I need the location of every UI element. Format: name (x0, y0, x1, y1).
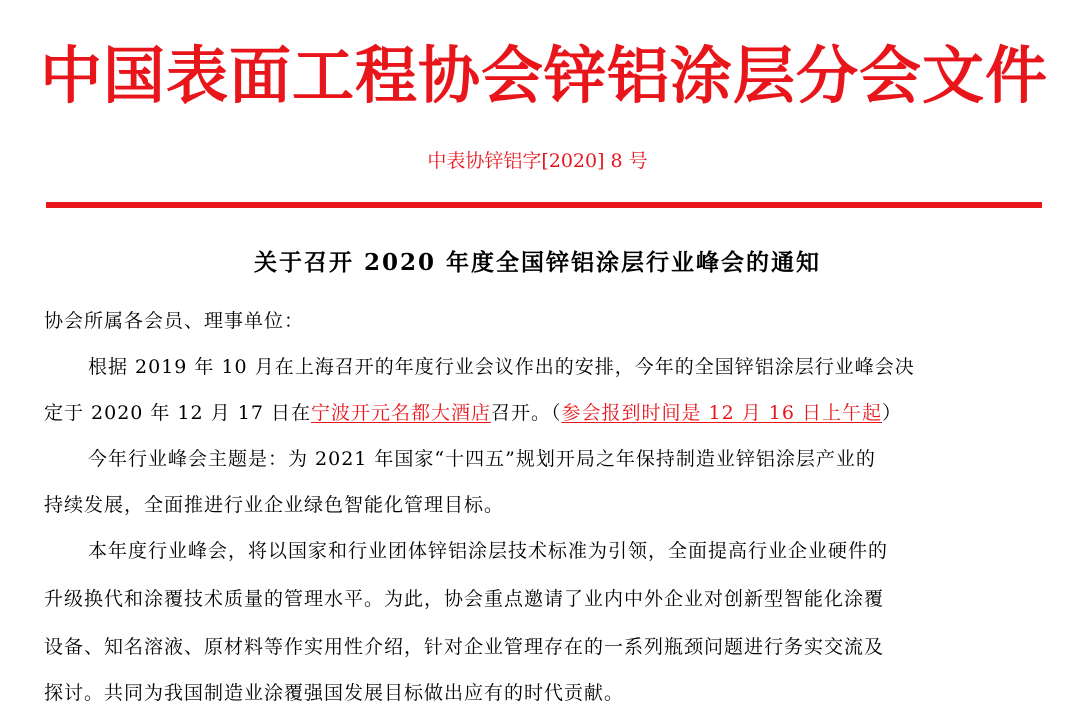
document-header-title: 中国表面工程协会锌铝涂层分会文件 (40, 39, 1049, 112)
document-number: 中表协锌铝字[2020] 8 号 (427, 150, 648, 172)
notice-title: 关于召开 2020 年度全国锌铝涂层行业峰会的通知 (253, 249, 822, 276)
paragraph-1-line-2 (44, 398, 902, 428)
paragraph-3-line-1: 本年度行业峰会，将以国家和行业团体锌铝涂层技术标准为引领，全面提高行业企业硬件的 (88, 540, 889, 562)
salutation: 协会所属各会员、理事单位： (44, 310, 305, 332)
paragraph-3-line-2: 升级换代和涂覆技术质量的管理水平。为此，协会重点邀请了业内中外企业对创新型智能化涂覆 (44, 588, 885, 610)
header-divider (46, 202, 1042, 208)
paragraph-1-prefix: 定于 2020 年 12 月 17 日在 (44, 402, 311, 424)
paragraph-1-line-1: 根据 2019 年 10 月在上海召开的年度行业会议作出的安排，今年的全国锌铝涂层行业峰会决 (88, 356, 915, 378)
paragraph-3-line-3: 设备、知名溶液、原材料等作实用性介绍，针对企业管理存在的一系列瓶颈问题进行务实交流及 (44, 636, 885, 658)
venue-name: 宁波开元名都大酒店 (310, 402, 491, 424)
paragraph-1-middle: 召开。（ (490, 402, 562, 424)
paragraph-1-suffix: ） (882, 402, 903, 424)
paragraph-2-line-1: 今年行业峰会主题是：为 2021 年国家“十四五”规划开局之年保持制造业锌铝涂层产业的 (88, 448, 876, 470)
checkin-time: 参会报到时间是 12 月 16 日上午起 (561, 402, 882, 424)
paragraph-3-line-4: 探讨。共同为我国制造业涂覆强国发展目标做出应有的时代贡献。 (44, 682, 625, 704)
paragraph-2-line-2: 持续发展，全面推进行业企业绿色智能化管理目标。 (44, 494, 505, 516)
